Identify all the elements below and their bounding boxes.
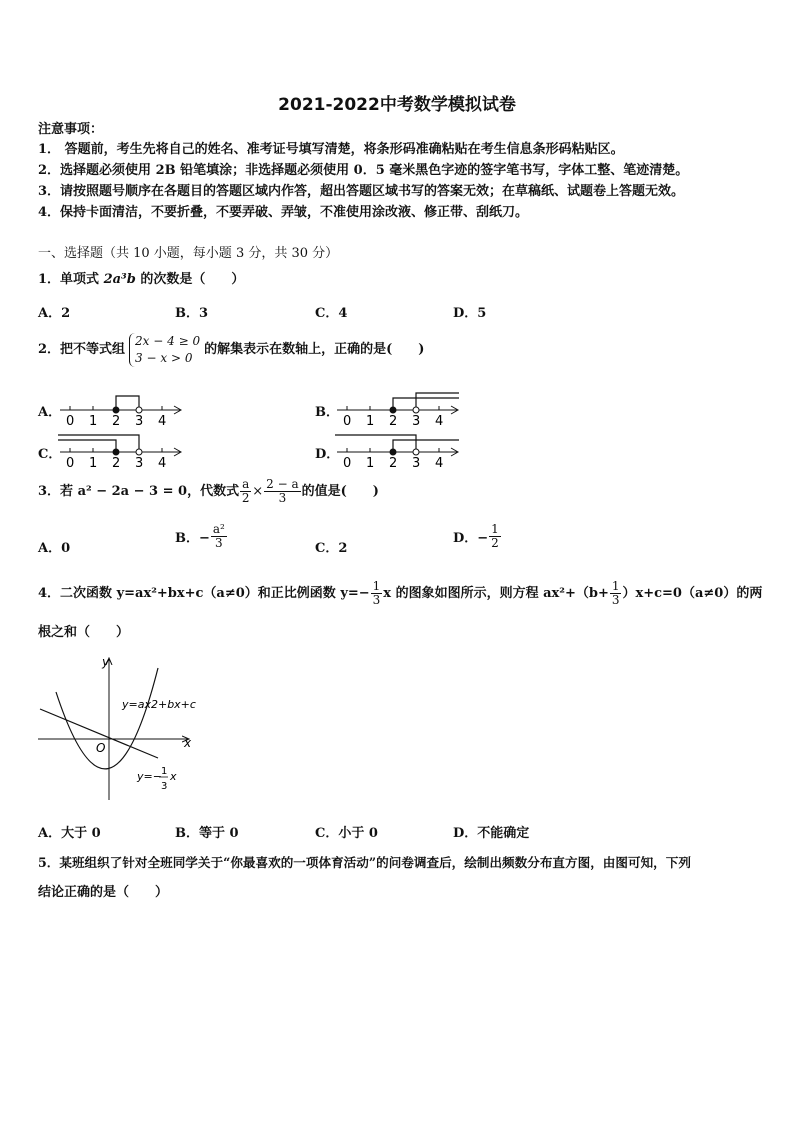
tick-label-3: 3 [412,414,421,429]
number-line-c [58,427,188,472]
solid-point [113,449,119,455]
section-heading: 一、选择题（共 10 小题，每小题 3 分，共 30 分） [38,246,339,261]
tick-label-4: 4 [435,456,444,471]
question-5: 5．某班组织了针对全班同学关于“你最喜欢的一项体育活动”的问卷调查后，绘制出频数分布直方图，由图可知，下列 [38,855,691,870]
tick-label-4: 4 [158,414,167,429]
tick-label-0: 0 [343,414,352,429]
open-point [413,449,419,455]
solid-point [390,407,396,413]
notice-item: 4．保持卡面清洁，不要折叠，不要弄破、弄皱，不准使用涂改液、修正带、刮纸刀。 [38,205,529,220]
question-4: 4．二次函数 y=ax²+bx+c（a≠0）和正比例函数 y=− $\frac{1}{3}$ x 的图象如图所示，则方程 ax²+（b+ $\frac{1}{3}$ ）x+c=0（a≠0）的两 [38,579,763,607]
question-3: 3．若 a² − 2a − 3 = 0，代数式 $\frac{a}{2}$ × $\frac{2 - a}{3}$ 的值是( ) [38,477,379,505]
q4-function-graph [36,652,246,802]
q2-option-b[interactable]: B． [315,405,339,420]
tick-label-2: 2 [112,414,121,429]
q2-option-a[interactable]: A． [38,405,62,420]
parabola-curve [56,668,158,769]
number-line-d [335,427,465,472]
question-5-cont: 结论正确的是（ ） [38,885,169,900]
tick-label-0: 0 [66,414,75,429]
tick-label-3: 3 [412,456,421,471]
tick-label-3: 3 [135,414,144,429]
tick-label-4: 4 [158,456,167,471]
notice-item: 3．请按照题号顺序在各题目的答题区域内作答，超出答题区域书写的答案无效；在草稿纸、试题卷上答题无效。 [38,184,685,199]
q3-option-a[interactable]: A．0 [38,541,71,556]
q4-option-c[interactable]: C．小于 0 [315,826,378,841]
tick-label-4: 4 [435,414,444,429]
q2-option-c[interactable]: C． [38,447,62,462]
question-4-cont: 根之和（ ） [38,625,130,640]
q3-option-c[interactable]: C．2 [315,541,348,556]
q2-option-d[interactable]: D． [315,447,340,462]
origin-label: O [96,741,106,755]
tick-label-1: 1 [89,456,98,471]
tick-label-2: 2 [389,456,398,471]
number-line-a [58,385,188,430]
q4-option-d[interactable]: D．不能确定 [453,826,530,841]
tick-label-2: 2 [389,414,398,429]
open-point [413,407,419,413]
tick-label-3: 3 [135,456,144,471]
number-line-b [335,385,465,430]
solid-point [390,449,396,455]
q3-option-d[interactable]: D．− $\frac{1}{2}$ [453,522,499,550]
line-label-suffix: x [170,770,177,783]
q4-option-a[interactable]: A．大于 0 [38,826,101,841]
solid-point [113,407,119,413]
q4-option-b[interactable]: B．等于 0 [175,826,239,841]
tick-label-1: 1 [89,414,98,429]
y-axis-label: y [102,655,110,669]
tick-label-0: 0 [343,456,352,471]
q1-option-b[interactable]: B．3 [175,306,209,321]
line-label-prefix: y=− [137,770,162,783]
tick-label-1: 1 [366,456,375,471]
q1-option-d[interactable]: D．5 [453,306,487,321]
inequality-system: 2x − 4 ≥ 0 3 − x > 0 [129,333,200,367]
question-1: 1．单项式 2a³b 的次数是（ ） [38,272,245,287]
line-label-num: 1 [161,766,168,777]
x-axis-label: x [184,736,192,750]
q3-option-b[interactable]: B．− $\frac{\text{a²}}{3}$ [175,522,225,550]
line-label-den: 3 [161,781,168,792]
notice-heading: 注意事项： [38,122,104,137]
tick-label-1: 1 [366,414,375,429]
notice-item: 2．选择题必须使用 2B 铅笔填涂；非选择题必须使用 0．5 毫米黑色字迹的签字笔书写，字体工整、笔迹清楚。 [38,163,689,178]
parabola-label: y=ax2+bx+c [122,698,196,711]
question-2: 2．把不等式组 2x − 4 ≥ 0 3 − x > 0 的解集表示在数轴上，正确的是( ) [38,334,425,365]
tick-label-0: 0 [66,456,75,471]
tick-label-2: 2 [112,456,121,471]
q1-option-c[interactable]: C．4 [315,306,348,321]
page-title: 2021-2022中考数学模拟试卷 [278,95,516,115]
open-point [136,449,142,455]
notice-item: 1． 答题前，考生先将自己的姓名、准考证号填写清楚，将条形码准确粘贴在考生信息条形码粘贴区。 [38,142,624,157]
q1-option-a[interactable]: A．2 [38,306,71,321]
open-point [136,407,142,413]
